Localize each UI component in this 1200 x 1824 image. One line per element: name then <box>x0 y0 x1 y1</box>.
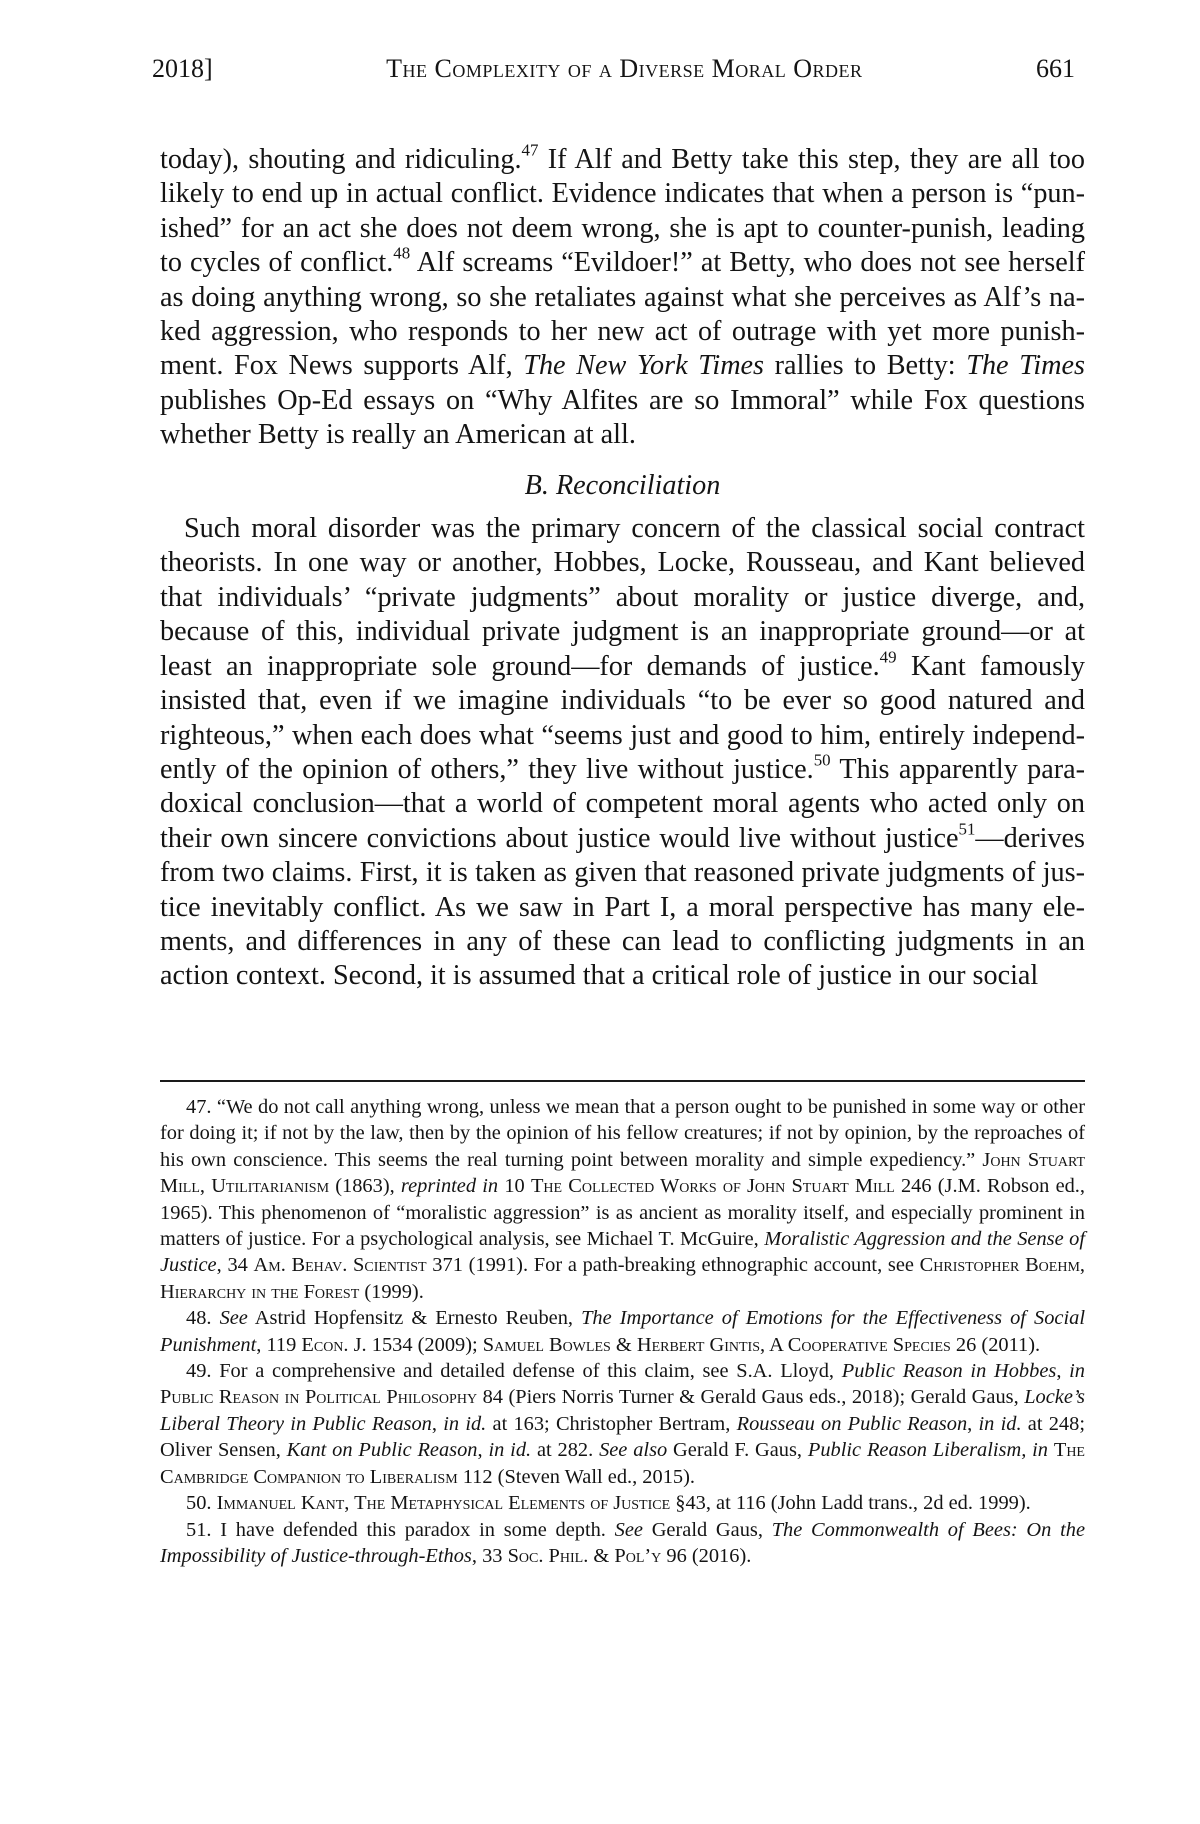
footnote-47: 47. “We do not call anything wrong, unless we mean that a person ought to be punished in some way or other for doing it; if not by the law, then by the opinion of his fellow creatures; if not by opinion, by the reproaches of his own conscience. This seems the real turning point between morality and simple expediency.” John Stuart Mill, Utilitarianism (1863), reprinted in 10 The Collected Works of John Stuart Mill 246 (J.M. Robson ed., 1965). This phenomenon of “moralistic aggression” is as ancient as morality itself, and especially prominent in matters of justice. For a psychological analysis, see Michael T. McGuire, Moralistic Aggression and the Sense of Justice, 34 Am. Behav. Scientist 371 (1991). For a path-breaking ethnographic account, see Christopher Boehm, Hierarchy in the Forest (1999). <box>160 1096 1086 1303</box>
footnote-ref-51[interactable]: 51 <box>958 819 976 839</box>
footnote-ref-49[interactable]: 49 <box>879 647 897 666</box>
footnote-48: 48. See Astrid Hopfensitz & Ernesto Reuben, The Importance of Emotions for the Effectiveness of Social Punishment, 119 Econ. J. 1534 (2009); Samuel Bowles & Herbert Gintis, A Cooperative Species 26 (2011). <box>160 1307 1086 1356</box>
paragraph-2: Such moral disorder was the primary concern of the classical social contract theorists. In one way or another, Hobbes, Locke, Rousseau, and Kant believed that individuals’ “private judgments” about morality or justice diverge, and, because of this, individual private judgment is an inappropriate ground—or at least an inappropriate sole ground—for demands of justice.$^{49}$ Kant famously insisted that, even if we imagine individuals “to be ever so good natured and righteous,” when each does what “seems just and good to him, entirely independ-ently of the opinion of others,” they live without justice.$^{50}$ This apparently para-doxical conclusion—that a world of competent moral agents who acted only on their own sincere convictions about justice would live without justice$^{51}$—derives from two claims. First, it is taken as given that reasoned private judgments of jus-tice inevitably conflict. As we saw in Part I, a moral perspective has many ele-ments, and differences in any of these can lead to conflicting judgments in an action context. Second, it is assumed that a critical role of justice in our social <box>160 513 1085 992</box>
section-heading: B. Reconciliation <box>524 469 721 501</box>
page-number: 661 <box>1035 54 1075 83</box>
footnote-divider <box>160 1080 1085 1082</box>
footnote-ref-47[interactable]: 47 <box>521 140 539 160</box>
body-text <box>160 140 1085 994</box>
footnote-50: 50. Immanuel Kant, The Metaphysical Elements of Justice §43, at 116 (John Ladd trans., 2d ed. 1999). <box>186 1492 1031 1515</box>
footnote-49: 49. For a comprehensive and detailed defense of this claim, see S.A. Lloyd, Public Reason in Hobbes, in Public Reason in Political Philosophy 84 (Piers Norris Turner & Gerald Gaus eds., 2018); Gerald Gaus, Locke’s Liberal Theory in Public Reason, in id. at 163; Christopher Bertram, Rousseau on Public Reason, in id. at 248; Oliver Sensen, Kant on Public Reason, in id. at 282. See also Gerald F. Gaus, Public Reason Liberalism, in The Cambridge Companion to Liberalism 112 (Steven Wall ed., 2015). <box>160 1360 1085 1488</box>
header-title: The Complexity of a Diverse Moral Order <box>386 54 863 83</box>
header-year: 2018] <box>152 54 213 83</box>
footnote-ref-50[interactable]: 50 <box>813 750 831 770</box>
running-head <box>152 54 1075 84</box>
paragraph-1: today), shouting and ridiculing.$^{47}$ If Alf and Betty take this step, they are all too likely to end up in actual conflict. Evidence indicates that when a person is “pun-ished” for an act she does not deem wrong, she is apt to counter-punish, leading to cycles of conflict.$^{48}$ Alf screams “Evildoer!” at Betty, who does not see herself as doing anything wrong, so she retaliates against what she perceives as Alf’s na-ked aggression, who responds to her new act of outrage with yet more punish-ment. Fox News supports Alf, The New York Times rallies to Betty: The Times publishes Op-Ed essays on “Why Alfites are so Immoral” while Fox questions whether Betty is really an American at all. <box>160 140 1085 451</box>
footnotes <box>160 1094 1085 1569</box>
footnote-51: 51. I have defended this paradox in some depth. See Gerald Gaus, The Commonwealth of Bees: On the Impossibility of Justice-through-Ethos, 33 Soc. Phil. & Pol’y 96 (2016). <box>160 1518 1085 1567</box>
footnote-ref-48[interactable]: 48 <box>393 243 411 263</box>
